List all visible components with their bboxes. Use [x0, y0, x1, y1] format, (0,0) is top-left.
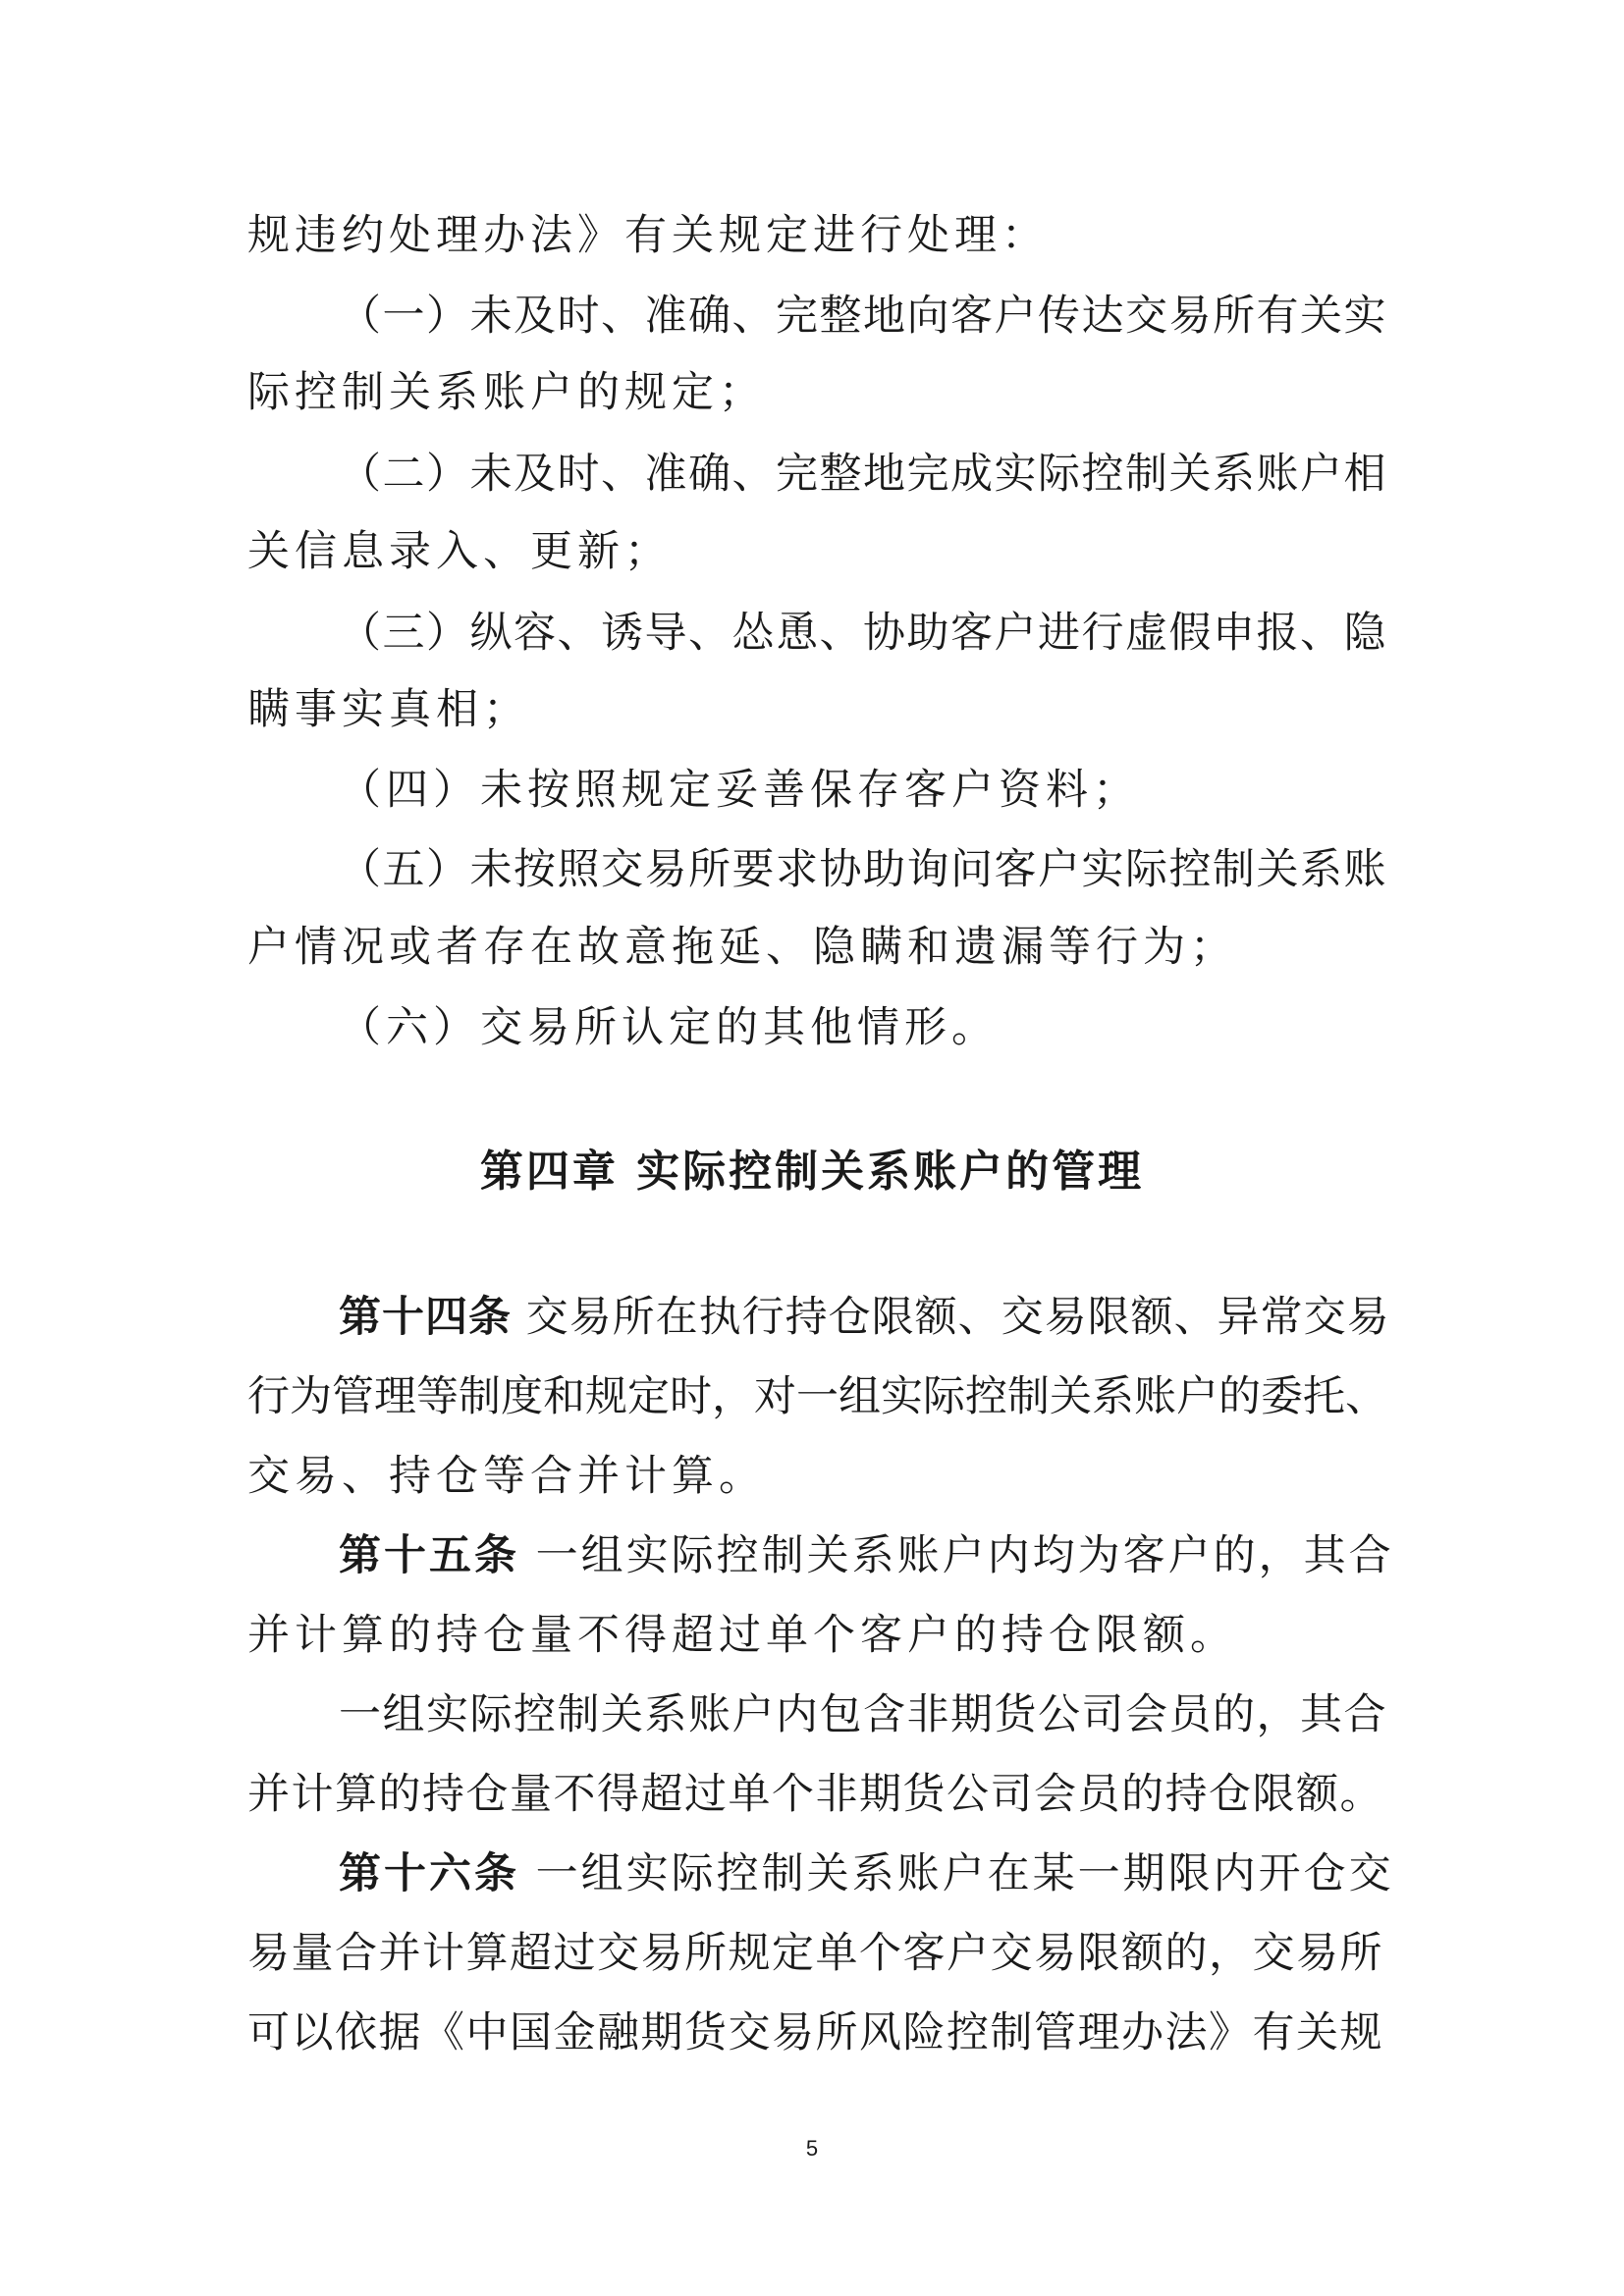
chapter-heading: 第四章 实际控制关系账户的管理 [479, 1147, 1145, 1197]
list-item-1-line-2: 际控制关系账户的规定； [247, 368, 766, 417]
article-14-label: 第十四条 [339, 1293, 512, 1342]
article-15-para-2-line-2: 并计算的持仓量不得超过单个非期货公司会员的持仓限额。 [247, 1770, 1383, 1819]
article-14-line-1 [339, 1289, 1390, 1346]
article-14-text: 交易所在执行持仓限额、交易限额、异常交易 [525, 1293, 1390, 1342]
article-15-para-2-line-1: 一组实际控制关系账户内包含非期货公司会员的，其合 [339, 1690, 1387, 1739]
article-14-line-2: 行为管理等制度和规定时，对一组实际控制关系账户的委托、 [247, 1372, 1387, 1421]
article-15-line-2: 并计算的持仓量不得超过单个客户的持仓限额。 [247, 1611, 1237, 1660]
article-16-line-2: 易量合并计算超过交易所规定单个客户交易限额的，交易所 [247, 1929, 1383, 1978]
list-item-4: （四）未按照规定妥善保存客户资料； [339, 766, 1140, 815]
article-16-label: 第十六条 [339, 1849, 519, 1898]
list-item-2-line-2: 关信息录入、更新； [247, 527, 672, 576]
list-item-6: （六）交易所认定的其他情形。 [339, 1003, 999, 1052]
article-14-line-3: 交易、持仓等合并计算。 [247, 1452, 766, 1501]
list-item-3-line-2: 瞒事实真相； [247, 685, 530, 734]
article-16-text: 一组实际控制关系账户在某一期限内开仓交 [535, 1849, 1394, 1898]
article-16-line-1 [339, 1845, 1394, 1902]
article-15-text: 一组实际控制关系账户内均为客户的，其合 [535, 1531, 1394, 1580]
article-15-label: 第十五条 [339, 1531, 519, 1580]
list-item-2-line-1: （二）未及时、准确、完整地完成实际控制关系账户相 [339, 450, 1387, 499]
list-item-5-line-1: （五）未按照交易所要求协助询问客户实际控制关系账 [339, 845, 1387, 894]
article-16-line-3: 可以依据《中国金融期货交易所风险控制管理办法》有关规 [247, 2008, 1383, 2057]
list-item-5-line-2: 户情况或者存在故意拖延、隐瞒和遗漏等行为； [247, 923, 1237, 972]
list-item-1-line-1: （一）未及时、准确、完整地向客户传达交易所有关实 [339, 292, 1387, 341]
page-number: 5 [805, 2136, 819, 2161]
article-15-line-1 [339, 1527, 1394, 1584]
text-line: 规违约处理办法》有关规定进行处理： [247, 211, 1049, 260]
list-item-3-line-1: （三）纵容、诱导、怂恿、协助客户进行虚假申报、隐 [339, 609, 1387, 658]
